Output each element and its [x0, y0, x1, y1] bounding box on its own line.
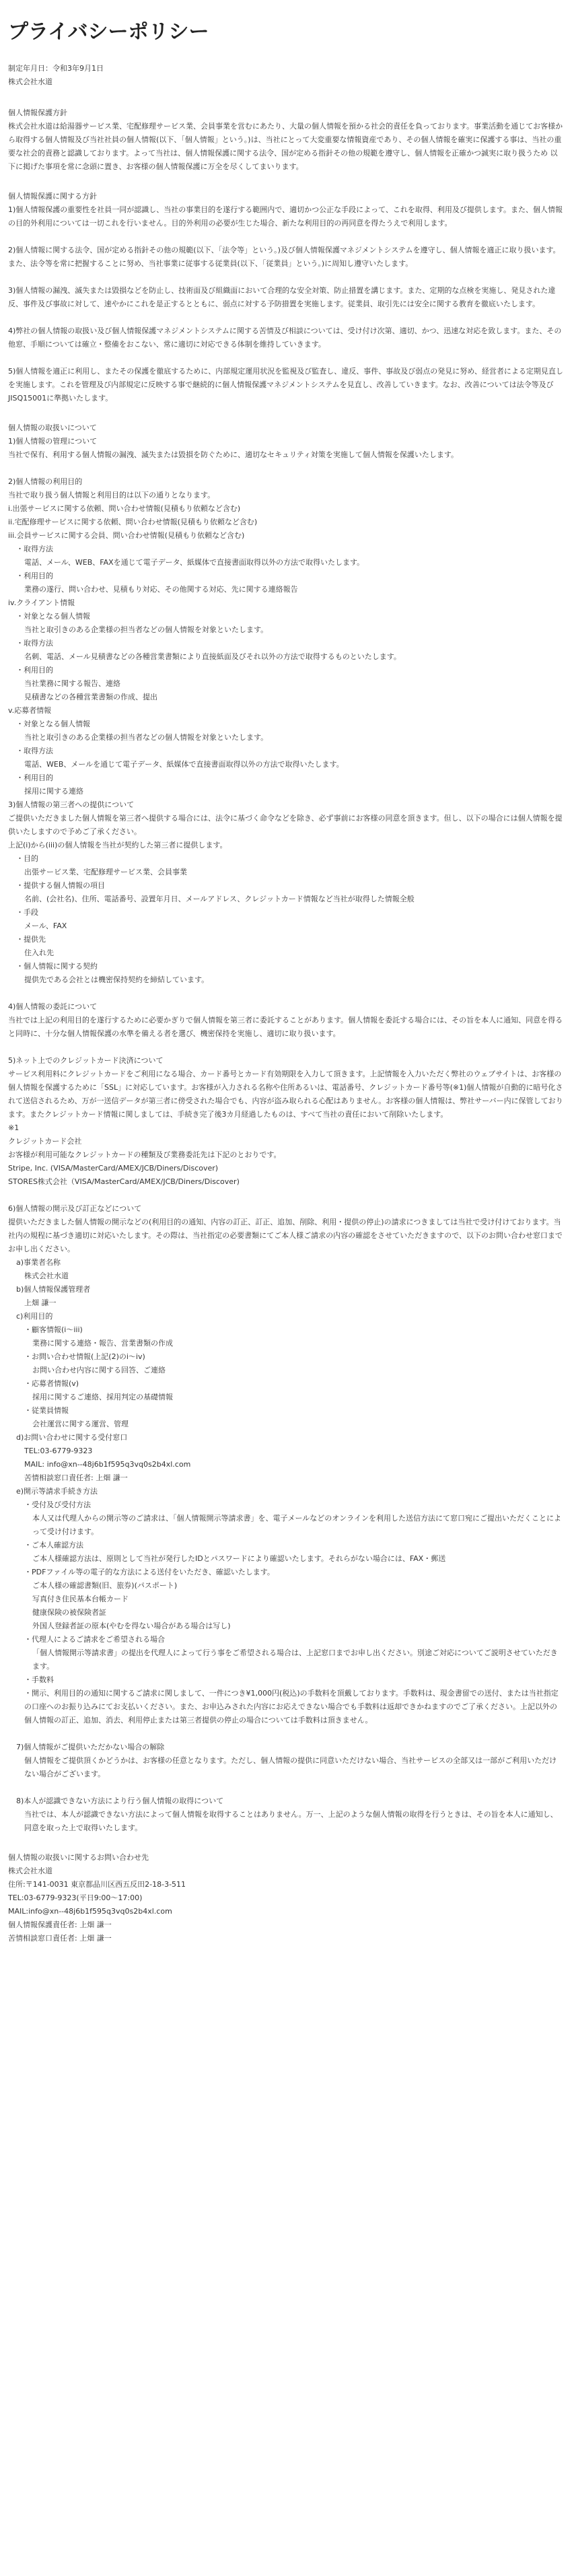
paragraph-spacer — [8, 311, 564, 324]
section-line: ・顧客情報(i〜iii) — [24, 1325, 83, 1334]
section-line: ・提供する個人情報の項目 — [16, 881, 105, 890]
section-line: d)お問い合わせに関する受付窓口 — [16, 1433, 128, 1442]
section-line — [8, 462, 564, 475]
section-line: 6)個人情報の開示及び訂正などについて — [8, 1204, 142, 1213]
section-line: 当社業務に関する報告、連絡 — [24, 679, 120, 688]
section-line: 個人情報をご提供頂くかどうかは、お客様の任意となります。ただし、個人情報の提供に同意いただけない場合、当社サービスの全部又は一部がご利用いただけない場合がございます。 — [24, 1756, 557, 1778]
section-line: ・PDFファイル等の電子的な方法による送付をいただき、確認いたします。 — [24, 1568, 275, 1576]
section-line: ・提供先 — [16, 935, 46, 944]
section-title: 個人情報保護に関する方針 — [8, 192, 97, 201]
section-line: v.応募者情報 — [8, 706, 52, 715]
contact-block — [8, 1851, 564, 1945]
section-line: ・従業員情報 — [24, 1406, 69, 1415]
section-line: サービス利用料にクレジットカードをご利用になる場合、カード番号とカード有効期限を入力して頂きます。上記情報を入力いただく弊社のウェブサイトは、お客様の個人情報を保護するために「SSL」に対応しています。お客様が入力される名称や住所あるいは、電話番号、クレジットカード番号等(※1)個人情報が自動的に暗号化されて送信されるため、万が一送信データが第三者に傍受された場合でも、内容が盗み取られる心配はありません。お客様の個人情報は、弊社サーバー内に保管しております。またクレジットカード情報に関しましては、手続き完了後3カ月経過したものは、すべて当社の責任において削除いたします。 — [8, 1070, 563, 1119]
section-line: 上記(i)から(iii)の個人情報を当社が契約した第三者に提供します。 — [8, 841, 227, 849]
section-line: ・受付及び受付方法 — [24, 1500, 91, 1509]
paragraph-spacer — [8, 230, 564, 244]
section-line: 当社と取引きのある企業様の担当者などの個人情報を対象といたします。 — [24, 733, 269, 742]
section-line: ・利用目的 — [16, 571, 53, 580]
contact-company: 株式会社水道 — [8, 1867, 52, 1875]
section-line: 1)個人情報の管理について — [8, 437, 98, 446]
paragraph-spacer — [8, 351, 564, 365]
section-line: iv.クライアント情報 — [8, 598, 75, 607]
section-line: お客様が利用可能なクレジットカードの種類及び業務委託先は下記のとおりです。 — [8, 1150, 281, 1159]
policy-meta — [8, 62, 564, 89]
section-line: 当社で取り扱う個人情報と利用目的は以下の通りとなります。 — [8, 491, 215, 499]
section-line: 名前、(会社名)、住所、電話番号、設置年月日、メールアドレス、クレジットカード情報など当社が取得した情報全般 — [24, 895, 415, 903]
policy-sections — [8, 106, 564, 1835]
section-line: ・応募者情報(v) — [24, 1379, 79, 1388]
policy-section — [8, 421, 564, 1835]
section-line: 提供先である会社とは機密保持契約を締結しています。 — [24, 975, 209, 984]
section-line: 住入れ先 — [24, 948, 54, 957]
section-line: iii.会員サービスに関する会員、問い合わせ情報(見積もり依頼など含む) — [8, 531, 245, 540]
section-line: 業務の遂行、問い合わせ、見積もり対応、その他関する対応、先に関する連絡報告 — [24, 585, 298, 594]
section-line: 株式会社水道 — [24, 1272, 69, 1280]
contact-heading: 個人情報の取扱いに関するお問い合わせ先 — [8, 1853, 149, 1862]
contact-address: 住所:〒141-0031 東京都品川区西五反田2-18-3-511 — [8, 1880, 186, 1889]
section-line: 当社と取引きのある企業様の担当者などの個人情報を対象といたします。 — [24, 625, 269, 634]
enacted-date: 制定年月日：令和3年9月1日 — [8, 64, 104, 73]
section-line: ご提供いただきました個人情報を第三者へ提供する場合には、法令に基づく命令などを除き、必ず事前にお客様の同意を頂きます。但し、以下の場合には個人情報を提供いたしますので予めご了承ください。 — [8, 814, 563, 836]
policy-section — [8, 190, 564, 405]
section-paragraph: 2)個人情報に関する法令、国が定める指針その他の規範(以下、「法令等」という。)及び個人情報保護マネジメントシステムを遵守し、個人情報を適正に取り扱います。また、法令等を常に把握することに努め、当社事業に従事する従業員(以下、「従業員」という。)に周知し遵守いたします。 — [8, 246, 561, 268]
section-line: 3)個人情報の第三者への提供について — [8, 800, 135, 809]
section-line: 7)個人情報がご提供いただかない場合の解除 — [16, 1743, 165, 1751]
section-line: ・手段 — [16, 908, 38, 917]
contact-mail: MAIL:info@xn--48j6b1f595q3vq0s2b4xl.com — [8, 1907, 172, 1916]
section-paragraph: 株式会社水道は給湯器サービス業、宅配修理サービス業、会員事業を営むにあたり、大量の個人情報を預かる社会的責任を負っております。事業活動を通じてお客様から取得する個人情報及び当社社員の個人情報(以下、「個人情報」という。)は、当社にとって大変重要な情報資産であり、その個人情報を確実に保護する事は、当社の重要な社会的責務と認識しております。よって当社は、個人情報保護に関する法令、国が定める指針その他の規範を遵守し、個人情報を正確かつ誠実に取り扱うため 以下に掲げた事項を常に念頭に置き、お客様の個人情報保護に万全を尽くしてまいります。 — [8, 122, 563, 171]
section-line: 当社では、本人が認識できない方法によって個人情報を取得することはありません。万一、上記のような個人情報の取得を行うときは、その旨を本人に通知し、同意を取った上で取得いたします。 — [24, 1810, 558, 1832]
section-line: ・手数料 — [24, 1675, 54, 1684]
section-paragraph: 4)弊社の個人情報の取扱い及び個人情報保護マネジメントシステムに関する苦情及び相談については、受け付け次第、適切、かつ、迅速な対応を致します。また、その他窓、手順については確立・整備をおこない、常に適切に対応できる体制を維持していきます。 — [8, 326, 562, 349]
section-line: ・利用目的 — [16, 666, 53, 674]
page-title: プライバシーポリシー — [8, 20, 209, 44]
section-paragraph: 5)個人情報を適正に利用し、またその保護を徹底するために、内部規定運用状況を監視及び監査し、違反、事件、事故及び弱点の発見に努め、経営者による定期見直しを実施します。これを管理及び内部規定に反映する事で継続的に個人情報保護マネジメントシステムを見直し、改善していきます。なお、改善については法令等及びJISQ15001に準拠いたします。 — [8, 367, 563, 403]
company-name: 株式会社水道 — [8, 77, 52, 86]
section-line: 4)個人情報の委託について — [8, 1002, 98, 1011]
section-line: 当社で保有、利用する個人情報の漏洩、滅失または毀損を防ぐために、適切なセキュリティ対策を実施して個人情報を保護いたします。 — [8, 450, 459, 459]
section-line: ・個人情報に関する契約 — [16, 962, 98, 971]
section-line: 提供いただきました個人情報の開示などの(利用目的の通知、内容の訂正、訂正、追加、削除、利用・提供の停止)の請求につきましては当社で受け付けております。当社内の規程に基づき適切に対応いたします。その際は、当社指定の必要書類にてご本人様ご請求の内容の確認をさせていただきますので、以下のお問い合わせ窓口までお申し出ください。 — [8, 1218, 563, 1253]
section-line: ご本人様の確認書類(旧、旅券)(パスポート) — [32, 1581, 178, 1590]
section-title: 個人情報の取扱いについて — [8, 423, 97, 432]
section-line — [8, 1781, 564, 1795]
section-line: 「個人情報開示等請求書」の提出を代理人によって行う事をご希望される場合は、上記窓口までお申し出ください。別途ご対応についてご説明させていただきます。 — [32, 1648, 558, 1671]
section-line: 8)本人が認識できない方法により行う個人情報の取得について — [16, 1797, 224, 1805]
section-line: 採用に関するご連絡、採用判定の基礎情報 — [32, 1393, 173, 1401]
section-line: 外国人登録者証の原本(やむを得ない場合がある場合は写し) — [32, 1622, 231, 1630]
section-line — [8, 1727, 564, 1741]
section-line: ・目的 — [16, 854, 38, 863]
section-line: i.出張サービスに関する依頼、問い合わせ情報(見積もり依頼など含む) — [8, 504, 241, 513]
section-line: 2)個人情報の利用目的 — [8, 477, 83, 486]
section-line: 電話、WEB、メールを通じて電子データ、紙媒体で直接書面取得以外の方法で取得いたします。 — [24, 760, 344, 769]
section-line: お問い合わせ内容に関する回答、ご連絡 — [32, 1366, 166, 1374]
section-line: ・取得方法 — [16, 746, 53, 755]
paragraph-spacer — [8, 271, 564, 284]
section-line: 会社運営に関する運営、管理 — [32, 1420, 129, 1428]
section-line: Stripe, Inc. (VISA/MasterCard/AMEX/JCB/Diners/Discover) — [8, 1164, 219, 1173]
section-line: TEL:03-6779-9323 — [24, 1447, 93, 1455]
section-line: MAIL: info@xn--48j6b1f595q3vq0s2b4xl.com — [24, 1460, 191, 1469]
section-line: メール、FAX — [24, 921, 67, 930]
section-paragraph: 3)個人情報の漏洩、滅失または毀損などを防止し、技術面及び組織面において合理的な安全対策、防止措置を講じます。また、定期的な点検を実施し、発見された違反、事件及び事故に対して、速やかにこれを是正するとともに、弱点に対する予防措置を実施します。従業員、取引先には安全に関する教育を徹底いたします。 — [8, 286, 556, 308]
contact-complaint-manager: 苦情相談窓口責任者: 上畑 謙一 — [8, 1934, 112, 1943]
section-line: b)個人情報保護管理者 — [16, 1285, 91, 1294]
section-line: 写真付き住民基本台帳カード — [32, 1595, 129, 1603]
section-line: 上畑 謙一 — [24, 1298, 57, 1307]
section-line: 当社では上記の利用目的を遂行するために必要かぎりで個人情報を第三者に委託することがあります。個人情報を委託する場合には、その旨を本人に通知、同意を得ると同時に、十分な個人情報保護の水準を備える者を選び、機密保持を実施し、適切に取り扱います。 — [8, 1016, 563, 1038]
section-line: 本人又は代理人からの開示等のご請求は、「個人情報開示等請求書」を、電子メールなどのオンラインを利用した送信方法にて窓口宛にご提出いただくことによって受け付けます。 — [32, 1514, 561, 1536]
section-line: 採用に関する連絡 — [24, 787, 83, 796]
section-line: c)利用目的 — [16, 1312, 53, 1321]
section-line: ※1 — [8, 1123, 20, 1132]
policy-section — [8, 106, 564, 174]
section-line: ・取得方法 — [16, 545, 53, 553]
section-line: クレジットカード会社 — [8, 1137, 82, 1146]
section-line: ・対象となる個人情報 — [16, 720, 90, 728]
section-line: 苦情相談窓口責任者: 上畑 謙一 — [24, 1473, 128, 1482]
section-line: ご本人様確認方法は、原則として当社が発行したIDとパスワードにより確認いたします。それらがない場合には、FAX・郵送 — [32, 1554, 446, 1563]
section-line: e)開示等請求手続き方法 — [16, 1487, 98, 1496]
contact-protection-manager: 個人情報保護責任者: 上畑 謙一 — [8, 1920, 112, 1929]
section-line: 業務に関する連絡・報告、営業書類の作成 — [32, 1339, 173, 1348]
section-line: ・お問い合わせ情報(上記(2)のi〜iv) — [24, 1352, 145, 1361]
section-line: STORES株式会社（VISA/MasterCard/AMEX/JCB/Diners/Discover) — [8, 1177, 240, 1186]
section-paragraph: 1)個人情報保護の重要性を社員一同が認識し、当社の事業目的を遂行する範囲内で、適切かつ公正な手段によって、これを取得、利用及び提供します。また、個人情報の目的外利用については一切これを行いません。目的外利用の必要が生じた場合、新たな利用目的の再同意を得たうえで利用します。 — [8, 205, 563, 228]
section-line: ・利用目的 — [16, 773, 53, 782]
section-line — [8, 987, 564, 1000]
section-line: ii.宅配修理サービスに関する依頼、問い合わせ情報(見積もり依頼など含む) — [8, 518, 258, 526]
section-line: ・ご本人確認方法 — [24, 1541, 83, 1550]
section-line: ・開示、利用目的の通知に関するご請求に関しまして、一件につき¥1,000円(税込)の手数料を頂戴しております。手数料は、現金書留での送付、または当社指定の口座へのお振り込みにてお支払いください。また、お申込みされた内容にお応えできない場合でも手数料は返却できかねますのでご了承ください。上記以外の個人情報の訂正、追加、消去、利用停止または第三者提供の停止の場合については手数料は頂きません。 — [24, 1689, 559, 1725]
section-line: 5)ネット上でのクレジットカード決済について — [8, 1056, 164, 1065]
section-line: 健康保険の被保険者証 — [32, 1608, 106, 1617]
section-line: a)事業者名称 — [16, 1258, 61, 1267]
contact-tel: TEL:03-6779-9323(平日9:00〜17:00) — [8, 1893, 143, 1902]
section-line: ・取得方法 — [16, 639, 53, 648]
section-line — [8, 1189, 564, 1202]
section-line: ・対象となる個人情報 — [16, 612, 90, 621]
section-line: ・代理人によるご請求をご希望される場合 — [24, 1635, 165, 1644]
section-line: 出張サービス業、宅配修理サービス業、会員事業 — [24, 868, 187, 876]
section-line: 電話、メール、WEB、FAXを通じて電子データ、紙媒体で直接書面取得以外の方法で取得いたします。 — [24, 558, 365, 567]
section-title: 個人情報保護方針 — [8, 108, 67, 117]
section-line: 名刺、電話、メール見積書などの各種営業書類により直接紙面及びそれ以外の方法で取得するものといたします。 — [24, 652, 401, 661]
section-line: 見積書などの各種営業書類の作成、提出 — [24, 693, 157, 701]
section-line — [8, 1041, 564, 1054]
